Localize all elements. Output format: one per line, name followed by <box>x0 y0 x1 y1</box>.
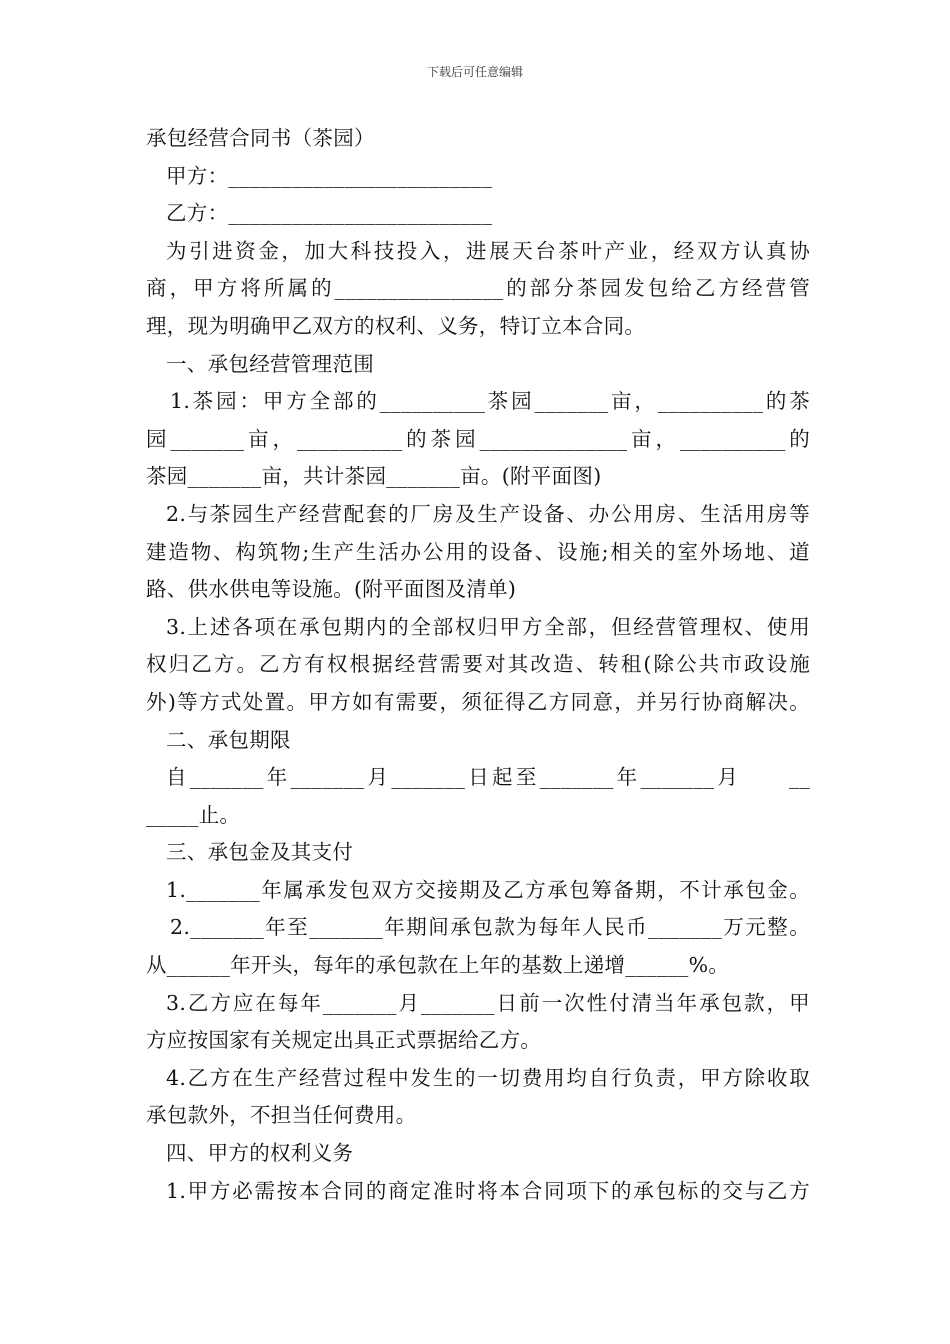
section-heading-2: 二、承包期限 <box>166 727 291 752</box>
clause-3-3-line-2: 方应按国家有关规定出具正式票据给乙方。 <box>146 1028 542 1053</box>
clause-1-3-line-3: 外)等方式处置。甲方如有需要，须征得乙方同意，并另行协商解决。 <box>146 689 810 714</box>
preamble-line-3: 理，现为明确甲乙双方的权利、义务，特订立本合同。 <box>146 313 646 338</box>
party-b-line: 乙方：_________________________ <box>166 201 493 226</box>
preamble-line-2: 商，甲方将所属的________________的部分茶园发包给乙方经营管 <box>146 276 810 301</box>
contract-title: 承包经营合同书（茶园） <box>146 126 375 150</box>
clause-3-2-line-2: 从______年开头，每年的承包款在上年的基数上递增______%。 <box>146 953 730 978</box>
clause-1-1-line-2: 园_______亩，__________的茶园______________亩，__________的 <box>146 426 810 451</box>
clause-3-4-line-2: 承包款外，不担当任何费用。 <box>146 1103 417 1128</box>
clause-1-2-line-2: 建造物、构筑物;生产生活办公用的设备、设施;相关的室外场地、道 <box>146 539 810 564</box>
term-line-2: _____止。 <box>146 802 241 827</box>
clause-1-3-line-2: 权归乙方。乙方有权根据经营需要对其改造、转租(除公共市政设施 <box>146 652 810 677</box>
clause-4-1-line-1: 1.甲方必需按本合同的商定准时将本合同项下的承包标的交与乙方 <box>166 1178 810 1203</box>
clause-1-1-line-1: 1.茶园：甲方全部的__________茶园_______亩，__________的茶 <box>170 389 810 414</box>
preamble-line-1: 为引进资金，加大科技投入，进展天台茶叶产业，经双方认真协 <box>166 238 810 263</box>
clause-3-3-line-1: 3.乙方应在每年_______月_______日前一次性付清当年承包款，甲 <box>166 990 810 1015</box>
contract-body <box>146 120 810 1210</box>
clause-1-1-line-3: 茶园_______亩，共计茶园_______亩。(附平面图) <box>146 464 602 489</box>
section-heading-1: 一、承包经营管理范围 <box>166 351 374 376</box>
clause-3-2-line-1: 2._______年至_______年期间承包款为每年人民币_______万元整。 <box>170 915 810 940</box>
clause-1-2-line-1: 2.与茶园生产经营配套的厂房及生产设备、办公用房、生活用房等 <box>166 501 810 526</box>
clause-1-2-line-3: 路、供水供电等设施。(附平面图及清单) <box>146 577 517 602</box>
party-a-line: 甲方：_________________________ <box>166 163 493 188</box>
term-line-1: 自_______年_______月_______日起至_______年_______月 __ <box>166 765 810 790</box>
clause-3-4-line-1: 4.乙方在生产经营过程中发生的一切费用均自行负责，甲方除收取 <box>166 1065 810 1090</box>
page-header-note: 下载后可任意编辑 <box>426 65 523 79</box>
section-heading-3: 三、承包金及其支付 <box>166 840 354 865</box>
clause-3-1-line-1: 1._______年属承发包双方交接期及乙方承包筹备期，不计承包金。 <box>166 877 810 902</box>
section-heading-4: 四、甲方的权利义务 <box>166 1141 354 1166</box>
clause-1-3-line-1: 3.上述各项在承包期内的全部权归甲方全部，但经营管理权、使用 <box>166 614 810 639</box>
